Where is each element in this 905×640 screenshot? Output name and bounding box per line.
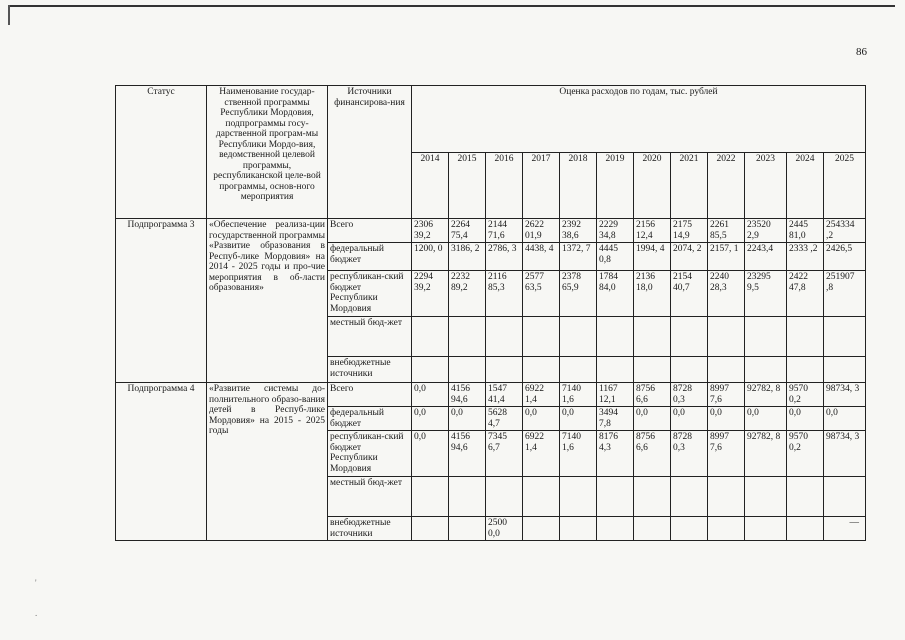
value-cell: 3494 7,8	[597, 407, 634, 431]
value-cell: 2144 71,6	[486, 219, 523, 243]
header-sources: Источники финансирова-ния	[328, 86, 412, 219]
margin-mark: '	[35, 578, 37, 588]
value-cell: 4156 94,6	[449, 431, 486, 477]
value-cell: 0,0	[449, 407, 486, 431]
value-cell: 23295 9,5	[745, 271, 787, 317]
value-cell	[523, 517, 560, 541]
value-cell: 0,0	[523, 407, 560, 431]
value-cell	[634, 357, 671, 383]
value-cell: 2264 75,4	[449, 219, 486, 243]
value-cell: 2261 85,5	[708, 219, 745, 243]
value-cell	[449, 477, 486, 517]
value-cell	[523, 317, 560, 357]
value-cell: 2136 18,0	[634, 271, 671, 317]
value-cell	[560, 477, 597, 517]
value-cell	[787, 357, 824, 383]
value-cell	[560, 357, 597, 383]
value-cell	[671, 517, 708, 541]
program-name-cell: «Обеспечение реализа-ции государственной программы «Развитие образования в Респуб-лике Мордовия» на 2014 - 2025 годы и про-чие мероприятия в об-ласти образования»	[207, 219, 328, 383]
value-cell: 2074, 2	[671, 243, 708, 271]
page-left-border	[8, 5, 10, 25]
value-cell: 2175 14,9	[671, 219, 708, 243]
value-cell	[486, 357, 523, 383]
source-cell: республикан-ский бюджет Республики Мордовия	[328, 431, 412, 477]
value-cell: 8756 6,6	[634, 431, 671, 477]
value-cell	[745, 517, 787, 541]
value-cell: 0,0	[560, 407, 597, 431]
value-cell: 8756 6,6	[634, 383, 671, 407]
value-cell: 2243,4	[745, 243, 787, 271]
value-cell	[787, 477, 824, 517]
value-cell: 2577 63,5	[523, 271, 560, 317]
value-cell: 254334 ,2	[824, 219, 866, 243]
value-cell: 251907 ,8	[824, 271, 866, 317]
value-cell: 2157, 1	[708, 243, 745, 271]
value-cell: 8997 7,6	[708, 383, 745, 407]
value-cell: 2229 34,8	[597, 219, 634, 243]
value-cell	[824, 317, 866, 357]
value-cell: 2294 39,2	[412, 271, 449, 317]
value-cell: 9570 0,2	[787, 431, 824, 477]
value-cell: 2240 28,3	[708, 271, 745, 317]
value-cell: 1547 41,4	[486, 383, 523, 407]
source-cell: Всего	[328, 219, 412, 243]
margin-mark: .	[35, 608, 38, 618]
value-cell	[449, 317, 486, 357]
value-cell	[597, 477, 634, 517]
value-cell	[671, 357, 708, 383]
value-cell: 92782, 8	[745, 431, 787, 477]
value-cell: 5628 4,7	[486, 407, 523, 431]
value-cell: 1372, 7	[560, 243, 597, 271]
value-cell: 2378 65,9	[560, 271, 597, 317]
value-cell: 2500 0,0	[486, 517, 523, 541]
value-cell: 0,0	[708, 407, 745, 431]
value-cell	[787, 317, 824, 357]
year-header: 2023	[745, 152, 787, 219]
value-cell	[745, 357, 787, 383]
table-row	[116, 219, 866, 243]
value-cell: 6922 1,4	[523, 431, 560, 477]
value-cell	[634, 477, 671, 517]
year-header: 2022	[708, 152, 745, 219]
header-status: Статус	[116, 86, 207, 219]
value-cell: 2306 39,2	[412, 219, 449, 243]
value-cell: 23520 2,9	[745, 219, 787, 243]
year-header: 2015	[449, 152, 486, 219]
value-cell	[449, 357, 486, 383]
year-header: 2021	[671, 152, 708, 219]
value-cell: 7140 1,6	[560, 431, 597, 477]
value-cell: 92782, 8	[745, 383, 787, 407]
expenses-table	[115, 85, 866, 541]
source-cell: местный бюд-жет	[328, 317, 412, 357]
value-cell: 1784 84,0	[597, 271, 634, 317]
value-cell: 3186, 2	[449, 243, 486, 271]
value-cell: 1200, 0	[412, 243, 449, 271]
value-cell: 4438, 4	[523, 243, 560, 271]
value-cell: 8728 0,3	[671, 383, 708, 407]
value-cell: 98734, 3	[824, 383, 866, 407]
value-cell	[634, 317, 671, 357]
value-cell: 0,0	[787, 407, 824, 431]
page-top-border	[10, 5, 895, 7]
value-cell: 0,0	[671, 407, 708, 431]
source-cell: внебюджетные источники	[328, 357, 412, 383]
value-cell	[486, 477, 523, 517]
page-number: 86	[856, 46, 867, 58]
status-cell: Подпрограмма 3	[116, 219, 207, 383]
source-cell: федеральный бюджет	[328, 243, 412, 271]
source-cell: внебюджетные источники	[328, 517, 412, 541]
year-header: 2016	[486, 152, 523, 219]
source-cell: республикан-ский бюджет Республики Мордовия	[328, 271, 412, 317]
year-header: 2014	[412, 152, 449, 219]
value-cell: 8176 4,3	[597, 431, 634, 477]
value-cell	[634, 517, 671, 541]
header-costs: Оценка расходов по годам, тыс. рублей	[412, 86, 866, 153]
value-cell: 2786, 3	[486, 243, 523, 271]
value-cell: 2426,5	[824, 243, 866, 271]
value-cell: —	[824, 517, 866, 541]
source-cell: федеральный бюджет	[328, 407, 412, 431]
value-cell	[523, 357, 560, 383]
source-cell: местный бюд-жет	[328, 477, 412, 517]
header-name: Наименование государ-ственной программы Республики Мордовия, подпрограммы госу-дарственной програм-мы Республики Мордо-вия, ведомственной целевой программы, республиканской целе-вой программы, основ-ного мероприятия	[207, 86, 328, 219]
year-header: 2018	[560, 152, 597, 219]
status-cell: Подпрограмма 4	[116, 383, 207, 541]
source-cell: Всего	[328, 383, 412, 407]
value-cell: 98734, 3	[824, 431, 866, 477]
year-header: 2017	[523, 152, 560, 219]
value-cell	[412, 357, 449, 383]
value-cell	[824, 477, 866, 517]
value-cell: 2392 38,6	[560, 219, 597, 243]
value-cell: 8997 7,6	[708, 431, 745, 477]
value-cell: 2422 47,8	[787, 271, 824, 317]
value-cell: 6922 1,4	[523, 383, 560, 407]
value-cell: 0,0	[412, 383, 449, 407]
value-cell: 1167 12,1	[597, 383, 634, 407]
value-cell: 2622 01,9	[523, 219, 560, 243]
value-cell	[708, 317, 745, 357]
value-cell	[523, 477, 560, 517]
value-cell: 2156 12,4	[634, 219, 671, 243]
value-cell	[597, 517, 634, 541]
value-cell: 1994, 4	[634, 243, 671, 271]
value-cell	[412, 517, 449, 541]
value-cell	[708, 477, 745, 517]
value-cell: 7140 1,6	[560, 383, 597, 407]
value-cell: 0,0	[745, 407, 787, 431]
year-header: 2024	[787, 152, 824, 219]
value-cell	[708, 357, 745, 383]
value-cell: 2333 ,2	[787, 243, 824, 271]
table-row	[116, 383, 866, 407]
value-cell: 0,0	[634, 407, 671, 431]
table-body	[116, 219, 866, 541]
value-cell: 2445 81,0	[787, 219, 824, 243]
value-cell	[824, 357, 866, 383]
value-cell	[671, 477, 708, 517]
value-cell	[486, 317, 523, 357]
year-header: 2019	[597, 152, 634, 219]
value-cell	[412, 317, 449, 357]
value-cell: 0,0	[412, 431, 449, 477]
program-name-cell: «Развитие системы до-полнительного образо-вания детей в Респуб-лике Мордовия» на 2015 - 2025 годы	[207, 383, 328, 541]
value-cell	[449, 517, 486, 541]
value-cell: 9570 0,2	[787, 383, 824, 407]
value-cell	[745, 477, 787, 517]
value-cell	[671, 317, 708, 357]
year-header: 2025	[824, 152, 866, 219]
value-cell: 4445 0,8	[597, 243, 634, 271]
value-cell: 0,0	[824, 407, 866, 431]
value-cell	[597, 317, 634, 357]
header-row	[116, 86, 866, 153]
document-sheet	[115, 85, 866, 541]
value-cell: 2116 85,3	[486, 271, 523, 317]
value-cell	[560, 517, 597, 541]
value-cell	[745, 317, 787, 357]
value-cell: 2154 40,7	[671, 271, 708, 317]
value-cell: 4156 94,6	[449, 383, 486, 407]
value-cell	[560, 317, 597, 357]
value-cell: 2232 89,2	[449, 271, 486, 317]
value-cell	[597, 357, 634, 383]
value-cell: 7345 6,7	[486, 431, 523, 477]
value-cell	[787, 517, 824, 541]
value-cell	[708, 517, 745, 541]
value-cell: 0,0	[412, 407, 449, 431]
value-cell	[412, 477, 449, 517]
year-header: 2020	[634, 152, 671, 219]
value-cell: 8728 0,3	[671, 431, 708, 477]
